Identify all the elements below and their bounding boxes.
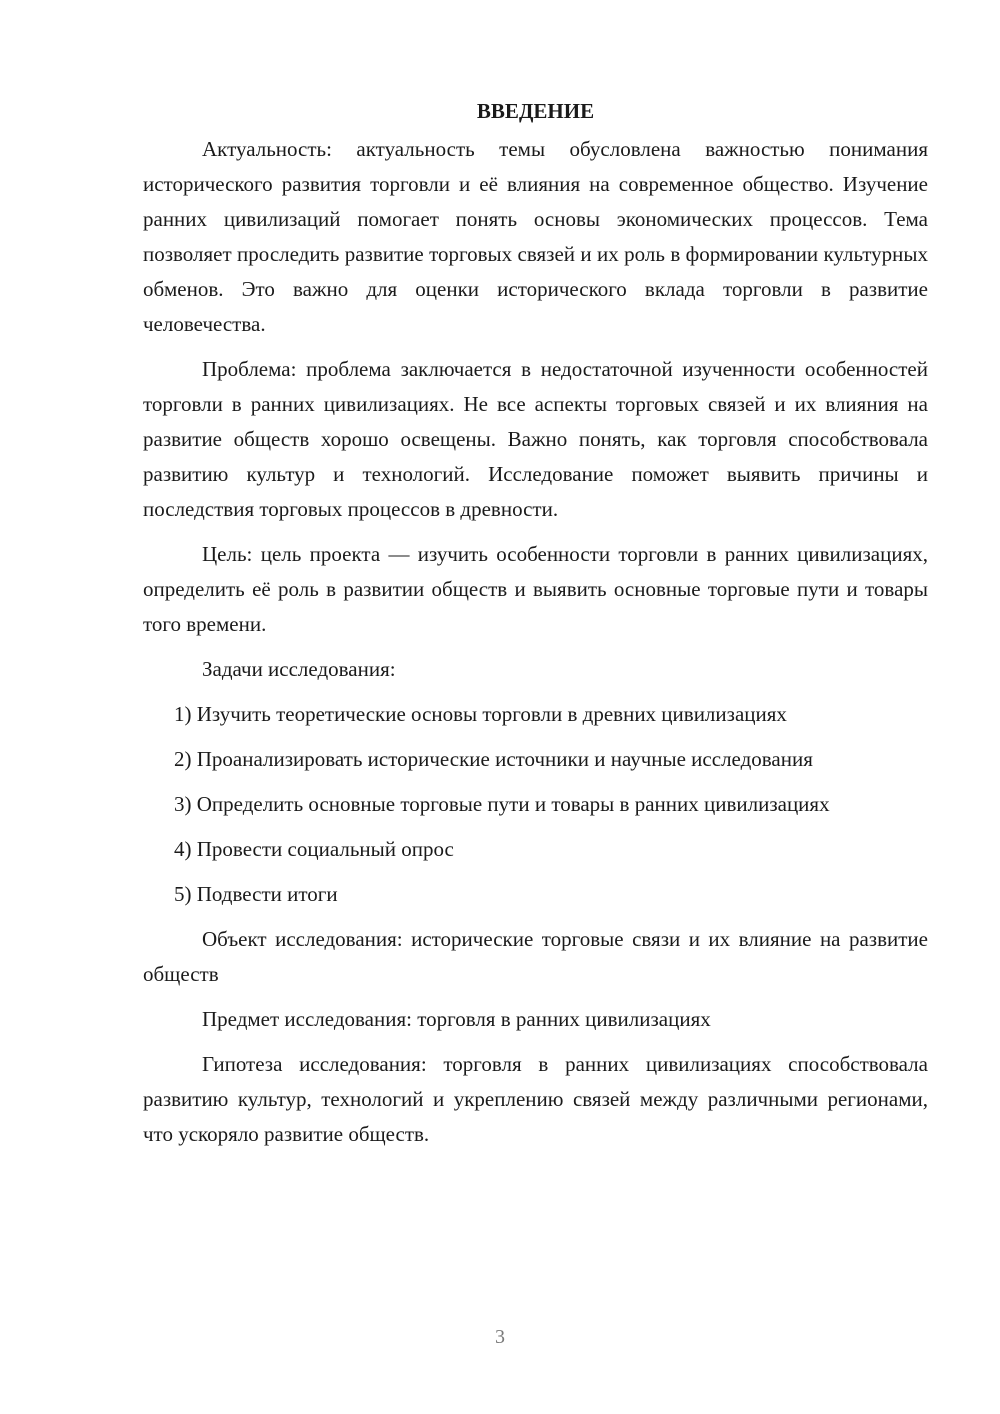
task-item-2: 2) Проанализировать исторические источники и научные исследования xyxy=(174,747,813,771)
paragraph-problem: Проблема: проблема заключается в недостаточной изученности особенностей торговли в ранних цивилизациях. Не все аспекты торговых связей и их влияния на развитие обществ хорошо освещены. Важно понять, как торговля способствовала развитию культур и технологий. Исследование поможет выявить причины и последствия торговых процессов в древности. xyxy=(143,357,928,521)
section-title: ВВЕДЕНИЕ xyxy=(476,99,595,123)
document-page xyxy=(143,96,928,1162)
paragraph-object: Объект исследования: исторические торговые связи и их влияние на развитие обществ xyxy=(143,927,928,986)
tasks-heading: Задачи исследования: xyxy=(202,657,396,681)
paragraph-relevance: Актуальность: актуальность темы обусловлена важностью понимания исторического развития торговли и её влияния на современное общество. Изучение ранних цивилизаций помогает понять основы экономических процессов. Тема позволяет проследить развитие торговых связей и их роль в формировании культурных обменов. Это важно для оценки исторического вклада торговли в развитие человечества. xyxy=(143,137,928,336)
task-item-4: 4) Провести социальный опрос xyxy=(174,837,454,861)
paragraph-goal: Цель: цель проекта — изучить особенности торговли в ранних цивилизациях, определить её роль в развитии обществ и выявить основные торговые пути и товары того времени. xyxy=(143,542,928,636)
page-number: 3 xyxy=(495,1326,505,1348)
paragraph-hypothesis: Гипотеза исследования: торговля в ранних цивилизациях способствовала развитию культур, технологий и укреплению связей между различными регионами, что ускоряло развитие обществ. xyxy=(143,1052,928,1146)
task-item-5: 5) Подвести итоги xyxy=(174,882,338,906)
task-item-3: 3) Определить основные торговые пути и товары в ранних цивилизациях xyxy=(174,792,830,816)
paragraph-subject: Предмет исследования: торговля в ранних цивилизациях xyxy=(202,1007,711,1031)
task-item-1: 1) Изучить теоретические основы торговли в древних цивилизациях xyxy=(174,702,787,726)
